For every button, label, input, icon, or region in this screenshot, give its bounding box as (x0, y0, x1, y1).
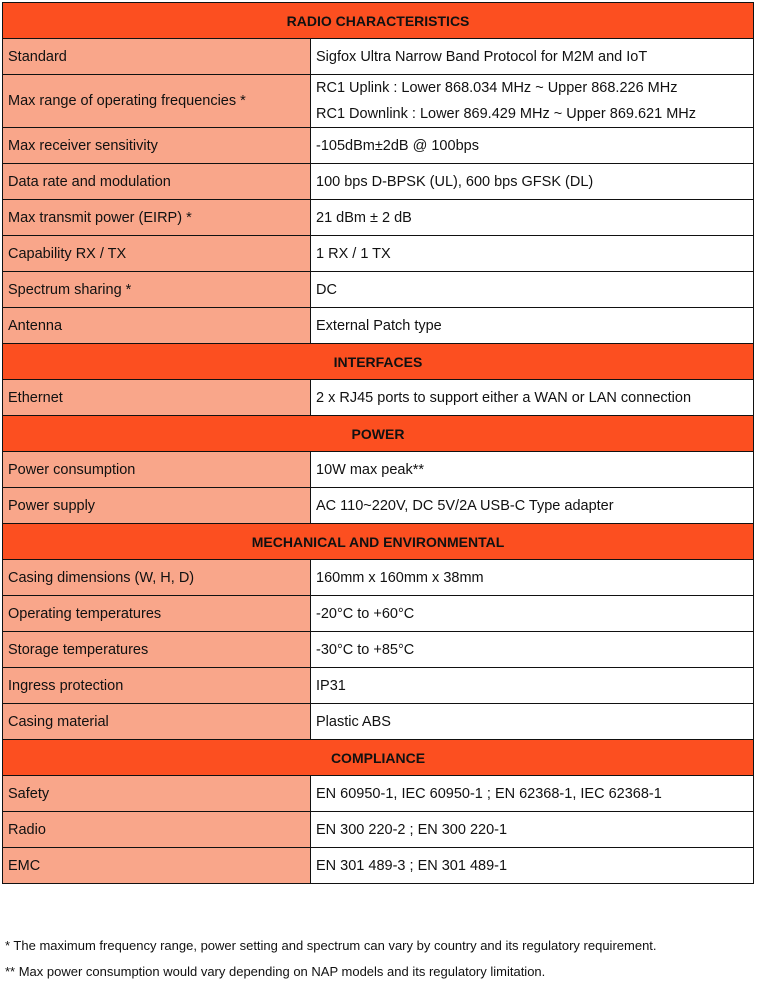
section-title: MECHANICAL AND ENVIRONMENTAL (3, 524, 754, 560)
value-line: 100 bps D-BPSK (UL), 600 bps GFSK (DL) (316, 173, 594, 190)
row-value (311, 812, 754, 848)
value-line: EN 60950-1, IEC 60950-1 ; EN 62368-1, IEC 62368-1 (316, 785, 662, 802)
section-header (3, 524, 754, 560)
section-header (3, 416, 754, 452)
table-row (3, 200, 754, 236)
section-header (3, 740, 754, 776)
table-row (3, 776, 754, 812)
table-row (3, 488, 754, 524)
table-row (3, 75, 754, 128)
footnote-1: * The maximum frequency range, power setting and spectrum can vary by country and its regulatory requirement. (5, 938, 657, 953)
value-line: DC (316, 281, 337, 298)
table-row (3, 632, 754, 668)
row-label: Antenna (3, 308, 311, 344)
table-row (3, 380, 754, 416)
section-title: RADIO CHARACTERISTICS (3, 3, 754, 39)
row-value (311, 560, 754, 596)
value-line: 1 RX / 1 TX (316, 245, 391, 262)
row-value (311, 128, 754, 164)
row-label: Safety (3, 776, 311, 812)
table-row (3, 39, 754, 75)
value-line: Sigfox Ultra Narrow Band Protocol for M2M and IoT (316, 48, 648, 65)
row-value (311, 380, 754, 416)
table-row (3, 164, 754, 200)
row-label: Radio (3, 812, 311, 848)
table-row (3, 596, 754, 632)
table-row (3, 236, 754, 272)
footnote-2: ** Max power consumption would vary depending on NAP models and its regulatory limitation. (5, 964, 546, 979)
section-header (3, 344, 754, 380)
row-label: Power consumption (3, 452, 311, 488)
row-label: Max range of operating frequencies * (3, 75, 311, 128)
row-value (311, 776, 754, 812)
value-line: 2 x RJ45 ports to support either a WAN or LAN connection (316, 389, 692, 406)
row-label: EMC (3, 848, 311, 884)
footnotes (5, 936, 657, 988)
row-label: Capability RX / TX (3, 236, 311, 272)
row-value (311, 632, 754, 668)
value-line: 160mm x 160mm x 38mm (316, 569, 484, 586)
row-value (311, 668, 754, 704)
value-line: RC1 Downlink : Lower 869.429 MHz ~ Upper 869.621 MHz (316, 106, 697, 122)
row-label: Operating temperatures (3, 596, 311, 632)
section-title: INTERFACES (3, 344, 754, 380)
value-line: EN 300 220-2 ; EN 300 220-1 (316, 821, 508, 838)
value-line: External Patch type (316, 317, 442, 334)
value-line: -30°C to +85°C (316, 641, 415, 658)
value-line: EN 301 489-3 ; EN 301 489-1 (316, 857, 508, 874)
table-row (3, 668, 754, 704)
table-row (3, 128, 754, 164)
value-line: -105dBm±2dB @ 100bps (316, 137, 479, 154)
row-value (311, 704, 754, 740)
row-label: Ethernet (3, 380, 311, 416)
table-row (3, 560, 754, 596)
section-title: POWER (3, 416, 754, 452)
row-label: Data rate and modulation (3, 164, 311, 200)
value-line: RC1 Uplink : Lower 868.034 MHz ~ Upper 868.226 MHz (316, 80, 678, 96)
row-value (311, 848, 754, 884)
value-line: 21 dBm ± 2 dB (316, 209, 412, 226)
value-line: -20°C to +60°C (316, 605, 415, 622)
spec-table (2, 2, 754, 884)
value-line: Plastic ABS (316, 713, 391, 730)
row-value (311, 452, 754, 488)
row-value (311, 75, 754, 128)
value-line: 10W max peak** (316, 461, 424, 478)
table-row (3, 272, 754, 308)
row-value (311, 39, 754, 75)
row-value (311, 272, 754, 308)
section-title: COMPLIANCE (3, 740, 754, 776)
value-line: AC 110~220V, DC 5V/2A USB-C Type adapter (316, 497, 614, 514)
row-value (311, 164, 754, 200)
table-row (3, 848, 754, 884)
row-label: Max transmit power (EIRP) * (3, 200, 311, 236)
row-label: Ingress protection (3, 668, 311, 704)
table-row (3, 704, 754, 740)
row-label: Max receiver sensitivity (3, 128, 311, 164)
table-row (3, 308, 754, 344)
row-label: Casing dimensions (W, H, D) (3, 560, 311, 596)
row-value (311, 236, 754, 272)
row-value (311, 308, 754, 344)
row-label: Casing material (3, 704, 311, 740)
row-label: Spectrum sharing * (3, 272, 311, 308)
table-row (3, 452, 754, 488)
row-value (311, 596, 754, 632)
table-row (3, 812, 754, 848)
section-header (3, 3, 754, 39)
row-value (311, 488, 754, 524)
row-label: Power supply (3, 488, 311, 524)
row-label: Storage temperatures (3, 632, 311, 668)
row-value (311, 200, 754, 236)
row-label: Standard (3, 39, 311, 75)
value-line: IP31 (316, 677, 346, 694)
